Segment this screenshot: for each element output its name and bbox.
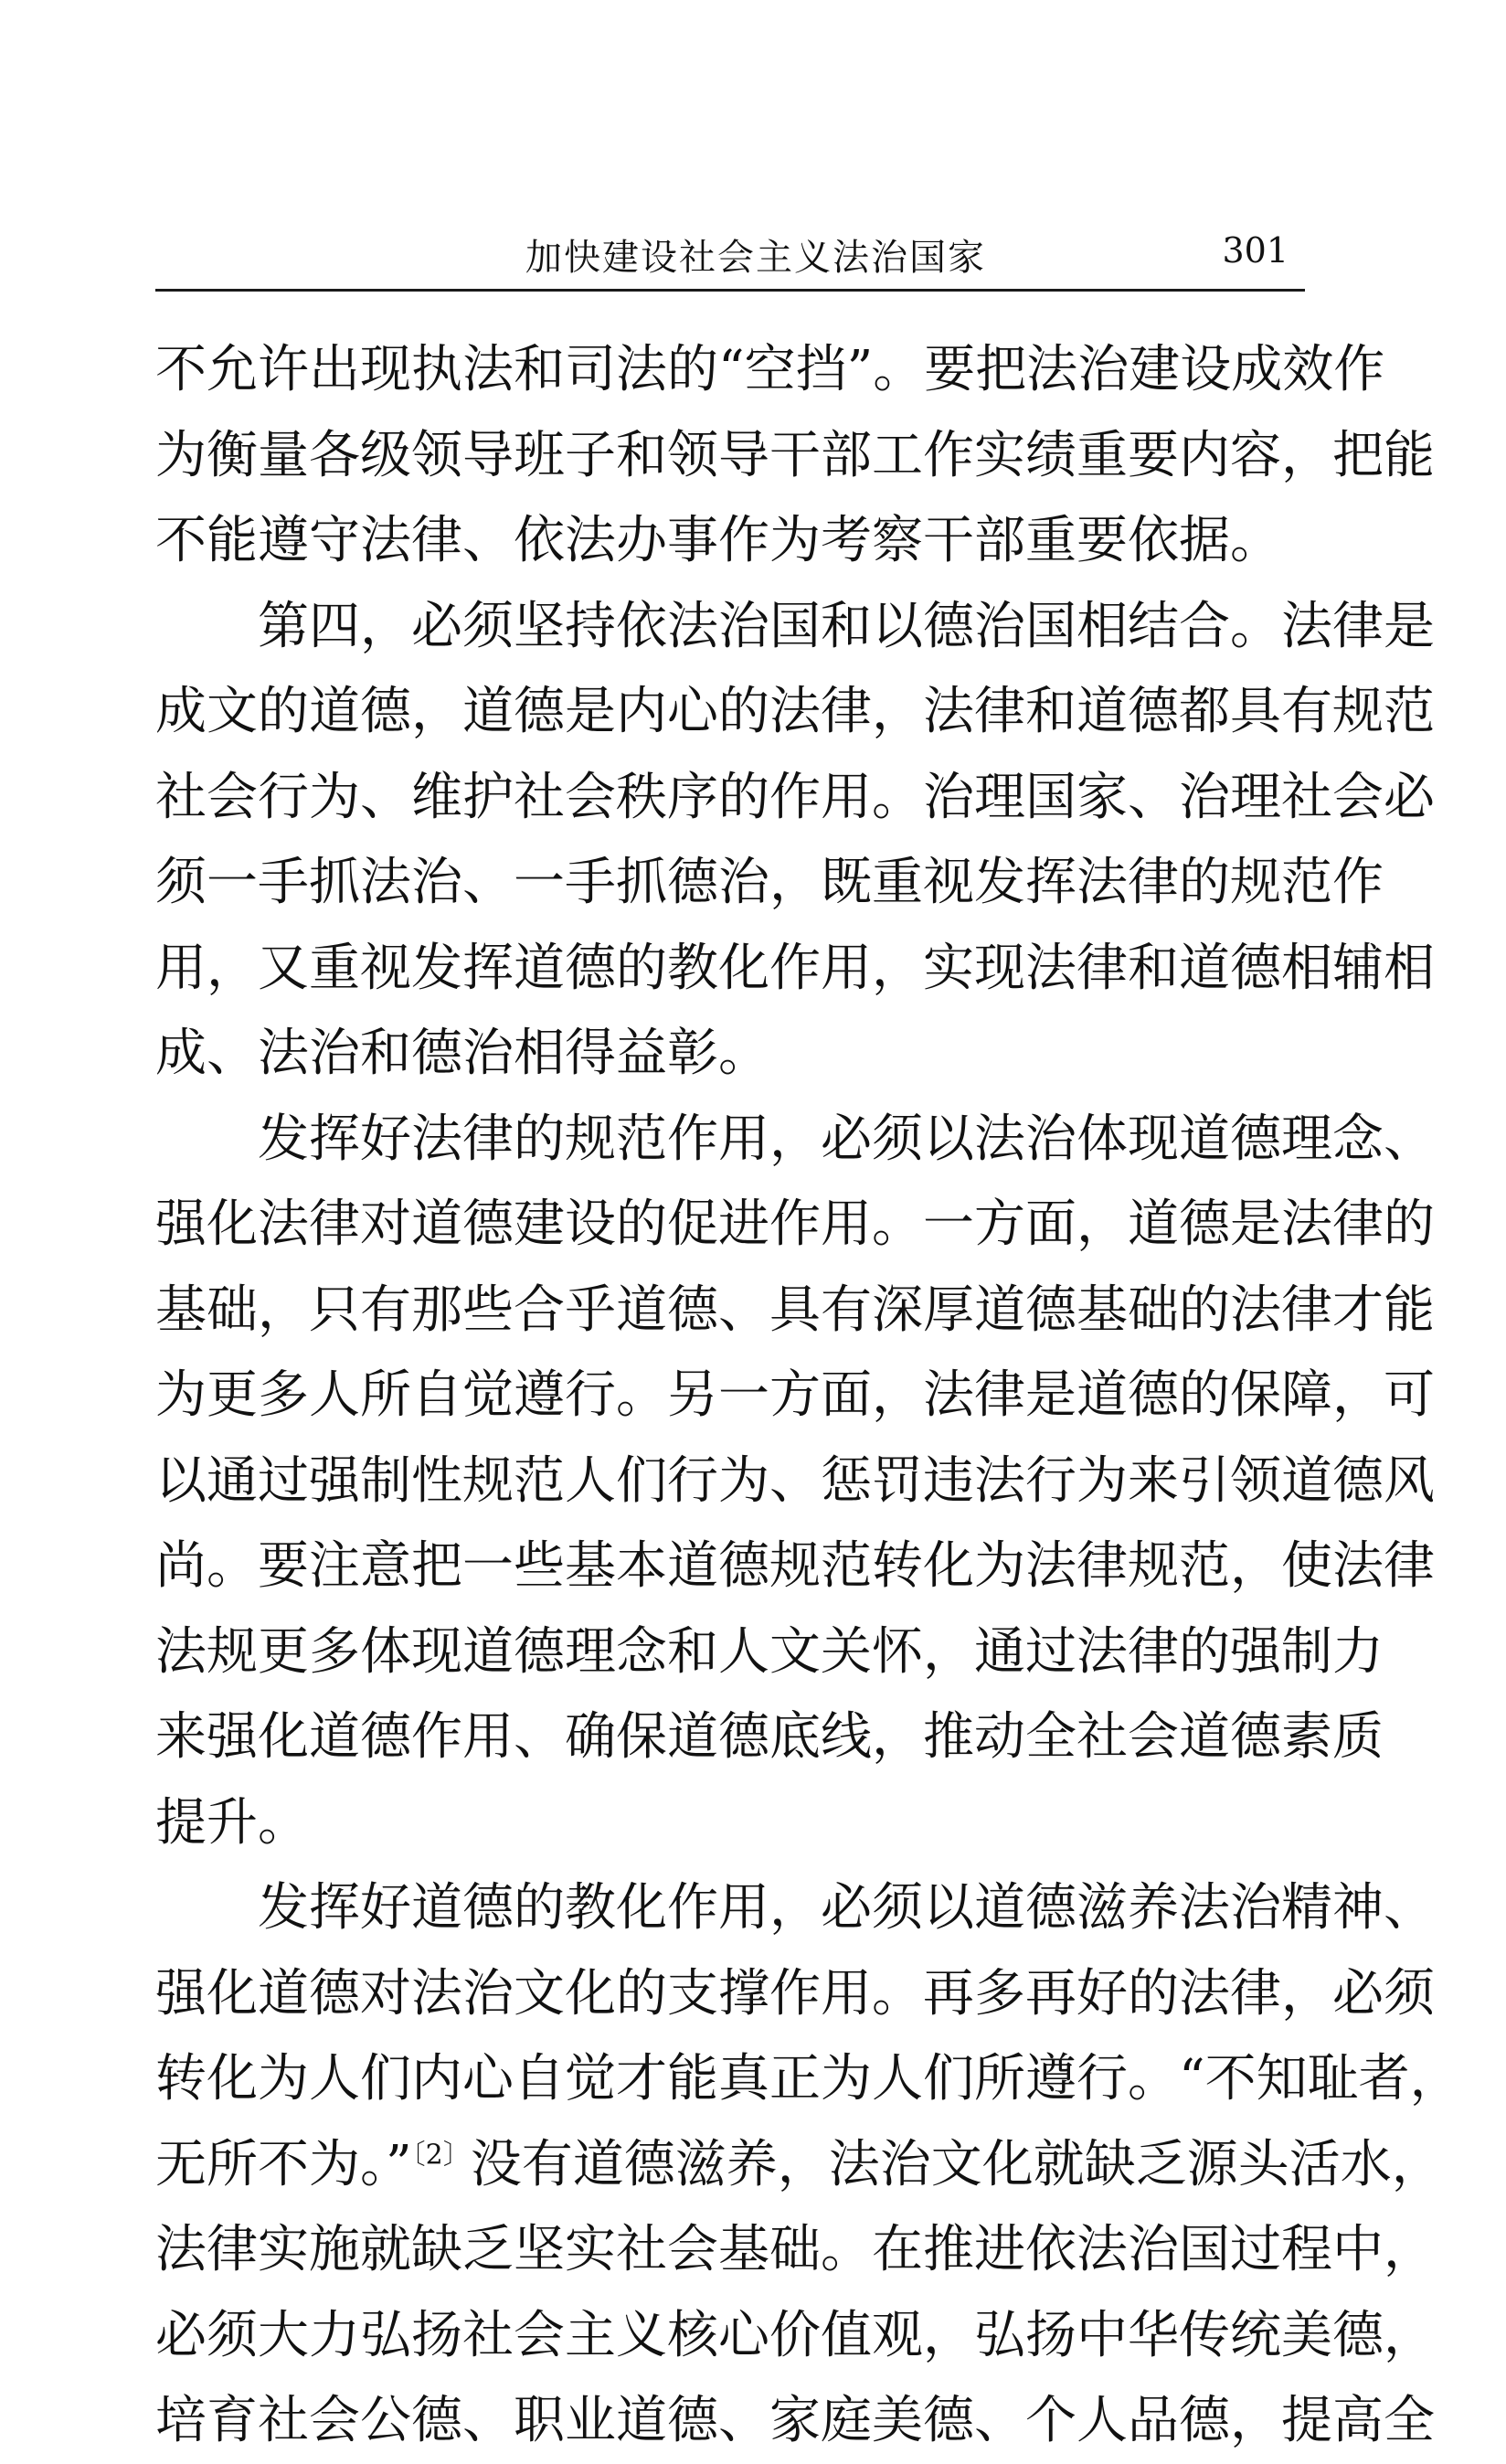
text-line: 强化道德对法治文化的支撑作用。再多再好的法律，必须 — [155, 1963, 1435, 2023]
text-line: 强化法律对道德建设的促进作用。一方面，道德是法律的 — [155, 1195, 1435, 1254]
text-line: 成文的道德，道德是内心的法律，法律和道德都具有规范 — [155, 682, 1435, 741]
text-line: 培育社会公德、职业道德、家庭美德、个人品德，提高全 — [155, 2391, 1435, 2450]
text-line: 基础，只有那些合乎道德、具有深厚道德基础的法律才能 — [155, 1280, 1435, 1340]
text-line: 不能遵守法律、依法办事作为考察干部重要依据。 — [155, 511, 1281, 570]
text-line: 社会行为、维护社会秩序的作用。治理国家、治理社会必 — [155, 767, 1435, 827]
text-line-with-footnote — [155, 2122, 1443, 2208]
text-line: 用，又重视发挥道德的教化作用，实现法律和道德相辅相 — [155, 938, 1435, 998]
text-line: 必须大力弘扬社会主义核心价值观，弘扬中华传统美德， — [155, 2305, 1435, 2365]
text-line: 成、法治和德治相得益彰。 — [155, 1024, 769, 1083]
text-line: 法律实施就缺乏坚实社会基础。在推进依法治国过程中， — [155, 2220, 1435, 2279]
running-header — [155, 216, 1305, 292]
running-title: 加快建设社会主义法治国家 — [525, 237, 986, 279]
body-text — [155, 327, 1461, 2464]
text-line: 来强化道德作用、确保道德底线，推动全社会道德素质 — [155, 1707, 1384, 1767]
paragraph-first-line: 发挥好法律的规范作用，必须以法治体现道德理念、 — [258, 1109, 1435, 1169]
text-line: 提升。 — [155, 1792, 309, 1853]
text-line: 为更多人所自觉遵行。另一方面，法律是道德的保障，可 — [155, 1365, 1435, 1425]
footnote-marker: 〔2〕 — [411, 2138, 471, 2171]
quote-end-text: 无所不为。” — [155, 2134, 412, 2194]
text-line: 法规更多体现道德理念和人文关怀，通过法律的强制力 — [155, 1621, 1384, 1682]
text-line: 为衡量各级领导班子和领导干部工作实绩重要内容，把能 — [155, 425, 1435, 485]
text-line: 须一手抓法治、一手抓德治，既重视发挥法律的规范作 — [155, 853, 1384, 912]
text-line: 转化为人们内心自觉才能真正为人们所遵行。“不知耻者， — [155, 2049, 1461, 2108]
page-number: 301 — [1222, 230, 1289, 271]
text-line: 以通过强制性规范人们行为、惩罚违法行为来引领道德风 — [155, 1450, 1435, 1511]
text-line: 不允许出现执法和司法的“空挡”。要把法治建设成效作 — [155, 340, 1385, 399]
paragraph-first-line: 第四，必须坚持依法治国和以德治国相结合。法律是 — [258, 596, 1435, 656]
text-line: 尚。要注意把一些基本道德规范转化为法律规范，使法律 — [155, 1536, 1435, 1596]
paragraph-first-line: 发挥好道德的教化作用，必须以道德滋养法治精神、 — [258, 1878, 1435, 1938]
text-after-footnote: 没有道德滋养，法治文化就缺乏源头活水， — [470, 2134, 1443, 2194]
